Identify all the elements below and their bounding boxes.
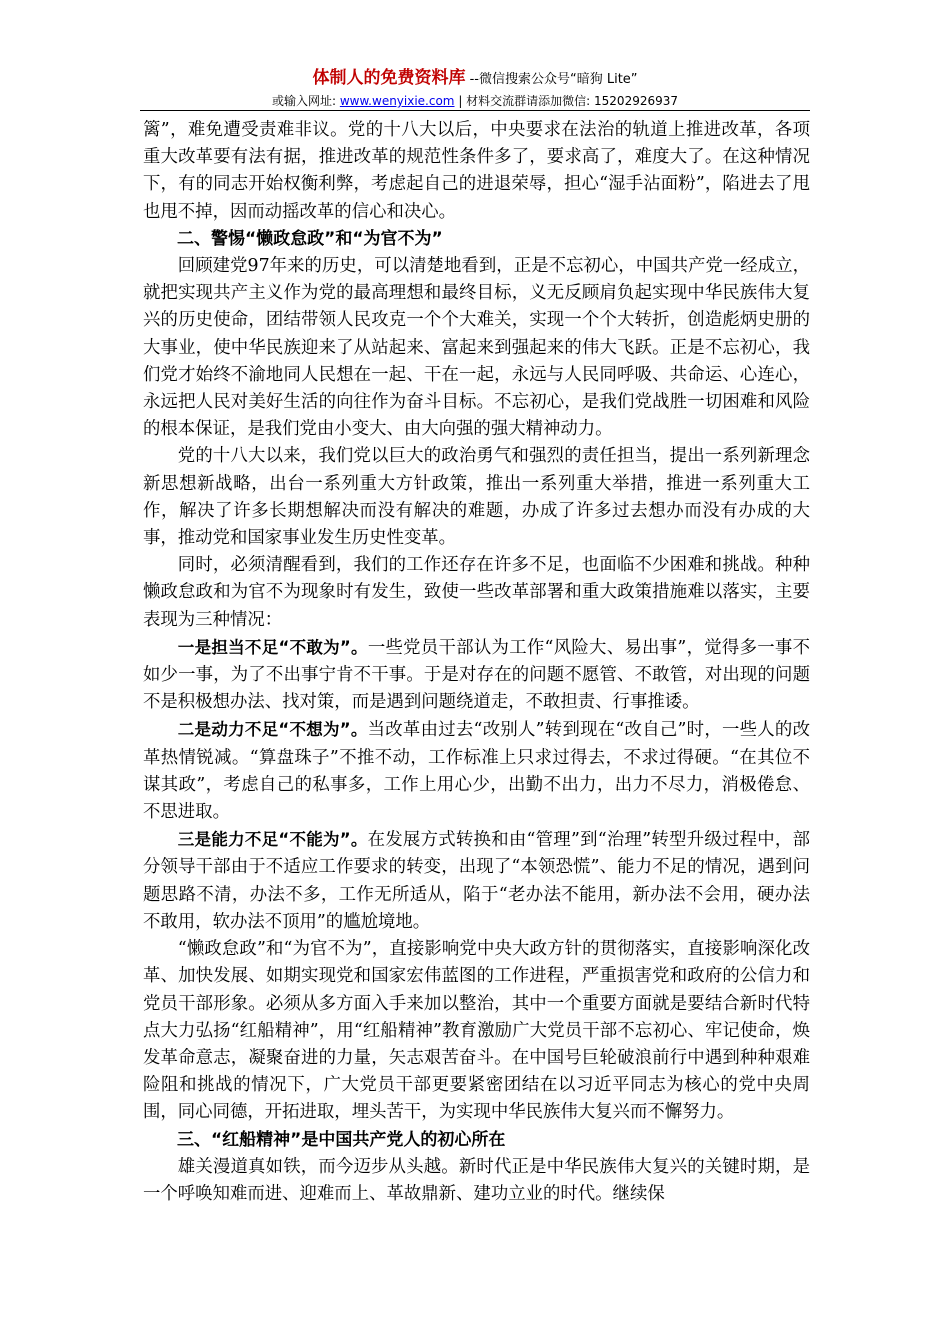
- point-2-title: 二是动力不足“不想为”。: [177, 720, 368, 740]
- paragraph-point-3: [143, 826, 810, 936]
- header-tagline: --微信搜索公众号“暗狗 Lite”: [465, 72, 638, 87]
- paragraph-eighteenth-congress: 党的十八大以来，我们党以巨大的政治勇气和强烈的责任担当，提出一系列新理念新思想新战略，出台一系列重大方针政策，推出一系列重大举措，推进一系列重大工作，解决了许多长期想解决而没有解决的难题，办成了许多过去想办而没有办成的大事，推动党和国家事业发生历史性变革。: [143, 446, 810, 549]
- paragraph-point-2: [143, 716, 810, 826]
- header-contact: | 材料交流群请添加微信: 15202926937: [454, 94, 679, 108]
- paragraph-red-boat: “懒政怠政”和“为官不为”，直接影响党中央大政方针的贯彻落实，直接影响深化改革、加快发展、如期实现党和国家宏伟蓝图的工作进程，严重损害党和政府的公信力和党员干部形象。必须从多方面入手来加以整治，其中一个重要方面就是要结合新时代特点大力弘扬“红船精神”，用“红船精神”教育激励广大党员干部不忘初心、牢记使命，焕发革命意志，凝聚奋进的力量，矢志艰苦奋斗。在中国号巨轮破浪前行中遇到种种艰难险阻和挑战的情况下，广大党员干部更要紧密团结在以习近平同志为核心的党中央周围，同心同德，开拓进取，埋头苦干，为实现中华民族伟大复兴而不懈努力。: [143, 939, 810, 1123]
- point-3-text: 在发展方式转换和由“管理”到“治理”转型升级过程中，部分领导干部由于不适应工作要求的转变，出现了“本领恐慌”、能力不足的情况，遇到问题思路不清，办法不多，工作无所适从，陷于“老办法不能用，新办法不会用，硬办法不敢用，软办法不顶用”的尴尬境地。: [143, 830, 810, 932]
- section-heading-2: 二、警惕“懒政怠政”和“为官不为”: [177, 228, 443, 249]
- point-2-text: 当改革由过去“改别人”转到现在“改自己”时，一些人的改革热情锐减。“算盘珠子”不推不动，工作标准上只求过得去，不求过得硬。“在其位不谋其政”，考虑自己的私事多，工作上用心少，出勤不出力，出力不尽力，消极倦怠、不思进取。: [143, 720, 810, 823]
- paragraph-shortcomings: 同时，必须清醒看到，我们的工作还存在许多不足，也面临不少困难和挑战。种种懒政怠政和为官不为现象时有发生，致使一些改革部署和重大政策措施难以落实，主要表现为三种情况：: [143, 555, 810, 630]
- header-brand: 体制人的免费资料库: [312, 68, 466, 88]
- header-divider: [140, 110, 810, 111]
- page-header: [140, 68, 810, 110]
- point-3-title: 三是能力不足“不能为”。: [177, 830, 368, 850]
- document-body: [143, 117, 810, 1208]
- point-1-title: 一是担当不足“不敢为”。: [177, 637, 368, 657]
- paragraph-continuation: 篱”，难免遭受责难非议。党的十八大以后，中央要求在法治的轨道上推进改革，各项重大改革要有法有据，推进改革的规范性条件多了，要求高了，难度大了。在这种情况下，有的同志开始权衡利弊，考虑起自己的进退荣辱，担心“湿手沾面粉”，陷进去了甩也甩不掉，因而动摇改革的信心和决心。: [143, 120, 810, 222]
- header-url-link[interactable]: www.wenyixie.com: [339, 94, 455, 108]
- point-1-text: 一些党员干部认为工作“风险大、易出事”，觉得多一事不如少一事，为了不出事宁肯不干事。于是对存在的问题不愿管、不敢管，对出现的问题不是积极想办法、找对策，而是遇到问题绕道走，不敢担责、行事推诿。: [143, 637, 810, 713]
- header-url-prefix: 或输入网址:: [271, 94, 340, 108]
- paragraph-history: 回顾建党97年来的历史，可以清楚地看到，正是不忘初心，中国共产党一经成立，就把实现共产主义作为党的最高理想和最终目标，义无反顾肩负起实现中华民族伟大复兴的历史使命，团结带领人民攻克一个个大难关，实现一个个大转折，创造彪炳史册的大事业，使中华民族迎来了从站起来、富起来到强起来的伟大飞跃。正是不忘初心，我们党才始终不渝地同人民想在一起、干在一起，永远与人民同呼吸、共命运、心连心，永远把人民对美好生活的向往作为奋斗目标。不忘初心，是我们党战胜一切困难和风险的根本保证，是我们党由小变大、由大向强的强大精神动力。: [143, 256, 810, 440]
- paragraph-new-era: 雄关漫道真如铁，而今迈步从头越。新时代正是中华民族伟大复兴的关键时期，是一个呼唤知难而进、迎难而上、革故鼎新、建功立业的时代。继续保: [143, 1156, 810, 1204]
- header-line-1: [140, 68, 810, 90]
- section-heading-3: 三、“红船精神”是中国共产党人的初心所在: [177, 1129, 506, 1150]
- header-line-2: [140, 92, 810, 110]
- paragraph-point-1: [143, 634, 810, 717]
